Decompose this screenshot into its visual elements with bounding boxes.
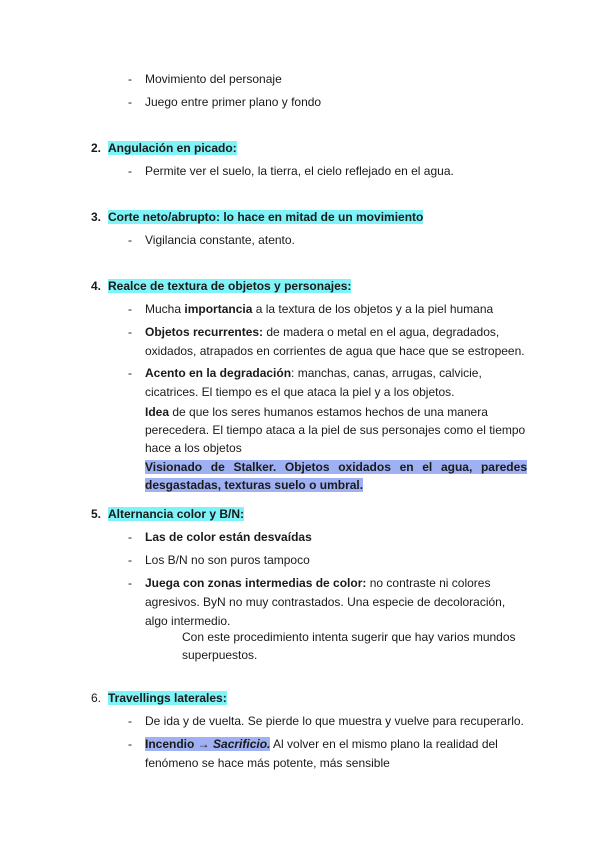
bullet-dash: - [128,737,132,751]
bullet-dash: - [128,72,132,86]
section-number: 3. [91,210,102,224]
bullet-dash: - [128,95,132,109]
bullet-dash: - [128,302,132,316]
bullet-text: Incendio → Sacrificio. Al volver en el mismo plano la realidad del fenómeno se hace más potente, más sensible [145,737,498,770]
list-item [128,93,538,112]
bullet-text: Los B/N no son puros tampoco [145,553,310,567]
section-number: 6. [91,691,102,705]
list-item [128,231,538,250]
bullet-dash: - [128,714,132,728]
bullet-text: Acento en la degradación: manchas, canas, arrugas, calvicie, cicatrices. El tiempo es el que ataca la piel y a los objetos. [145,366,482,399]
section-number: 5. [91,507,102,521]
bullet-text: Vigilancia constante, atento. [145,233,295,247]
bullet-dash: - [128,576,132,590]
section-title: Alternancia color y B/N: [108,507,245,521]
list-item [128,528,538,547]
section-title: Corte neto/abrupto: lo hace en mitad de un movimiento [108,210,424,224]
section-heading-5 [91,505,531,523]
bullet-dash: - [128,553,132,567]
bullet-text: De ida y de vuelta. Se pierde lo que muestra y vuelve para recuperarlo. [145,714,524,728]
bullet-text: Juego entre primer plano y fondo [145,95,322,109]
visionado-note: Visionado de Stalker. Objetos oxidados en el agua, paredes desgastadas, texturas suelo o umbral. [145,460,527,492]
bullet-text: Objetos recurrentes: de madera o metal en el agua, degradados, oxidados, atrapados en corrientes de agua que hace que se estropeen. [145,325,525,358]
procedure-note: Con este procedimiento intenta sugerir que hay varios mundos superpuestos. [182,630,516,662]
bullet-text: Permite ver el suelo, la tierra, el cielo reflejado en el agua. [145,164,454,178]
bullet-text: Mucha importancia a la textura de los objetos y a la piel humana [145,302,494,316]
bullet-dash: - [128,233,132,247]
bullet-dash: - [128,530,132,544]
bullet-dash: - [128,325,132,339]
list-item [128,300,538,319]
idea-paragraph: Idea de que los seres humanos estamos hechos de una manera perecedera. El tiempo ataca a la piel de sus personajes como el tiempo hace a los objetos [145,405,526,455]
list-item [128,712,538,731]
section-title: Realce de textura de objetos y personajes: [108,279,352,293]
bullet-text: Juega con zonas intermedias de color: no contraste ni colores agresivos. ByN no muy contrastados. Una especie de decoloración, algo intermedio. [145,576,506,628]
section-title: Travellings laterales: [108,691,227,705]
section-heading-2 [91,139,531,157]
bullet-text: Movimiento del personaje [145,72,282,86]
section-heading-6 [91,689,531,707]
section-heading-4 [91,277,531,295]
list-item [128,323,538,361]
section-number: 2. [91,141,102,155]
bullet-dash: - [128,164,132,178]
section-number: 4. [91,279,102,293]
section-title: Angulación en picado: [108,141,237,155]
list-item [128,364,538,402]
bullet-dash: - [128,366,132,380]
list-item [128,70,538,89]
bullet-text: Las de color están desvaídas [145,530,312,544]
section-heading-3 [91,208,531,226]
list-item [128,551,538,570]
list-item [128,574,538,631]
list-item [128,162,538,181]
list-item [128,735,538,773]
